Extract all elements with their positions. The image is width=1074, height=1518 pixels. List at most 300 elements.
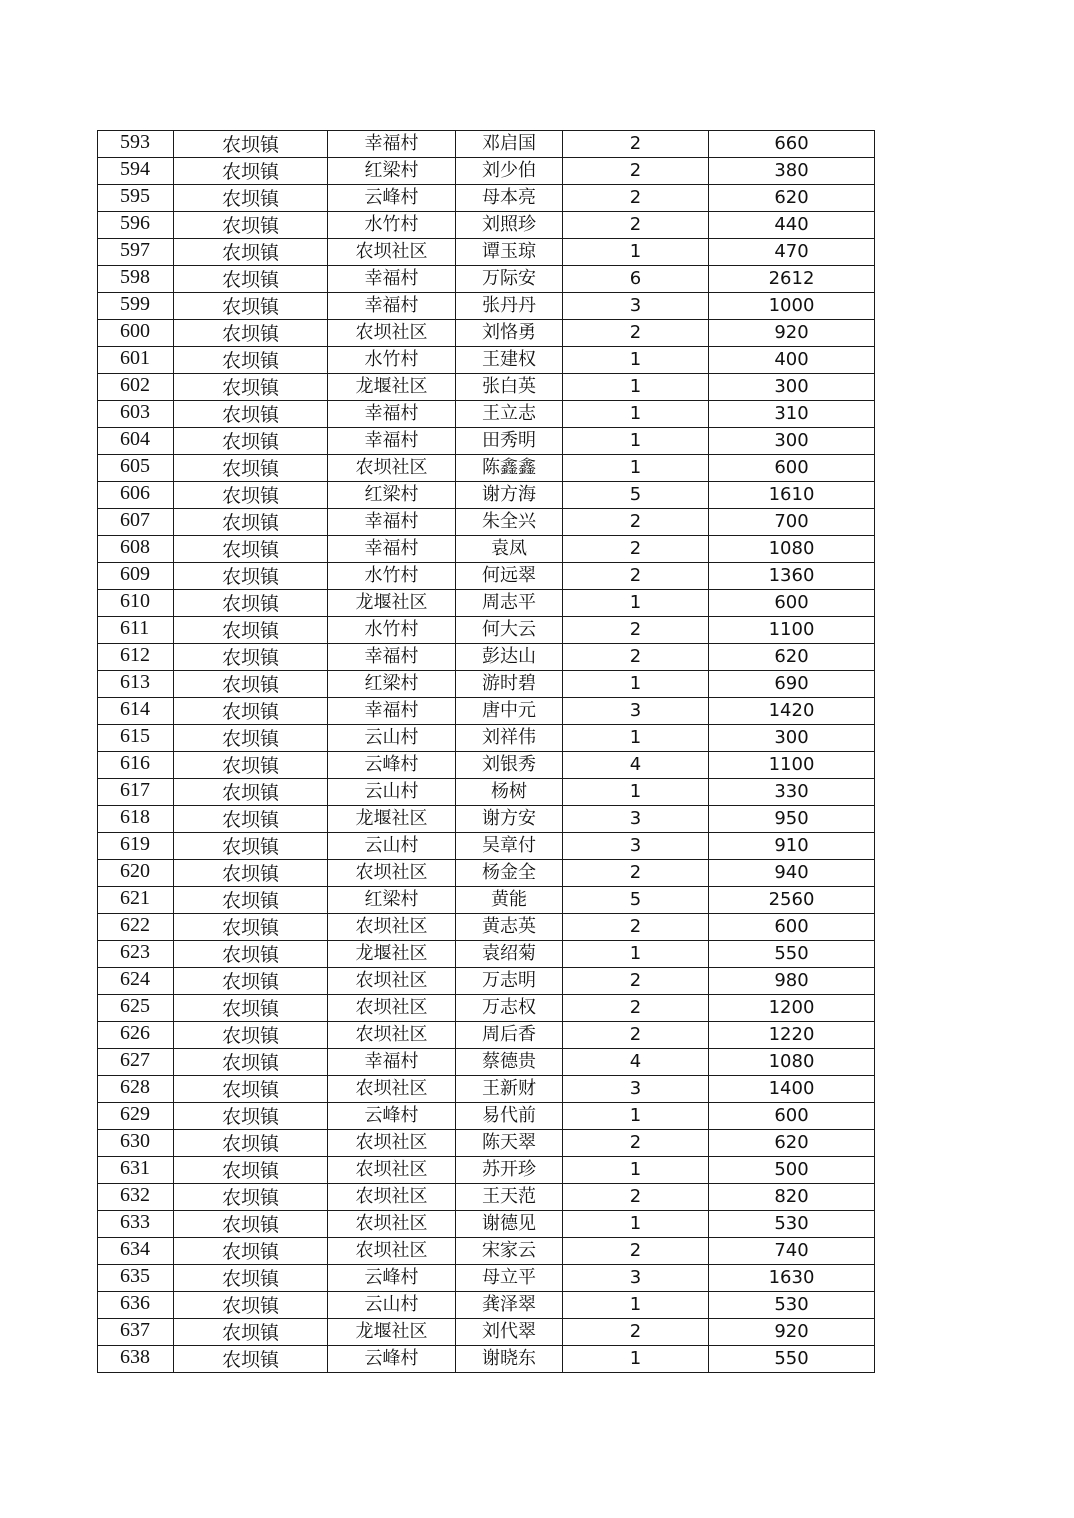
cell-village: 云山村	[328, 1292, 456, 1319]
cell-town: 农坝镇	[174, 1346, 328, 1373]
cell-serial-number: 625	[98, 995, 174, 1022]
table-row	[98, 779, 875, 806]
cell-town: 农坝镇	[174, 1049, 328, 1076]
cell-household-size: 2	[563, 563, 709, 590]
table-row	[98, 1022, 875, 1049]
cell-household-size: 2	[563, 1130, 709, 1157]
cell-town: 农坝镇	[174, 698, 328, 725]
cell-serial-number: 618	[98, 806, 174, 833]
cell-household-size: 1	[563, 1211, 709, 1238]
cell-household-size: 3	[563, 1265, 709, 1292]
table-row	[98, 1130, 875, 1157]
cell-name: 杨金全	[456, 860, 563, 887]
cell-household-size: 1	[563, 347, 709, 374]
cell-name: 田秀明	[456, 428, 563, 455]
table-row	[98, 1157, 875, 1184]
cell-serial-number: 596	[98, 212, 174, 239]
cell-household-size: 2	[563, 158, 709, 185]
cell-village: 农坝社区	[328, 1157, 456, 1184]
cell-amount: 300	[709, 428, 875, 455]
cell-village: 幸福村	[328, 536, 456, 563]
table-row	[98, 968, 875, 995]
cell-town: 农坝镇	[174, 1238, 328, 1265]
table-row	[98, 806, 875, 833]
cell-name: 刘照珍	[456, 212, 563, 239]
cell-town: 农坝镇	[174, 1265, 328, 1292]
cell-amount: 1000	[709, 293, 875, 320]
cell-household-size: 3	[563, 833, 709, 860]
cell-household-size: 1	[563, 671, 709, 698]
cell-household-size: 2	[563, 1022, 709, 1049]
cell-serial-number: 604	[98, 428, 174, 455]
cell-village: 农坝社区	[328, 1076, 456, 1103]
cell-name: 万志权	[456, 995, 563, 1022]
cell-village: 龙堰社区	[328, 374, 456, 401]
cell-amount: 310	[709, 401, 875, 428]
cell-serial-number: 609	[98, 563, 174, 590]
cell-amount: 920	[709, 320, 875, 347]
cell-amount: 500	[709, 1157, 875, 1184]
cell-name: 谢德见	[456, 1211, 563, 1238]
cell-town: 农坝镇	[174, 671, 328, 698]
cell-village: 幸福村	[328, 131, 456, 158]
cell-amount: 1200	[709, 995, 875, 1022]
cell-serial-number: 613	[98, 671, 174, 698]
cell-amount: 380	[709, 158, 875, 185]
cell-village: 农坝社区	[328, 860, 456, 887]
cell-name: 母立平	[456, 1265, 563, 1292]
cell-household-size: 2	[563, 131, 709, 158]
cell-town: 农坝镇	[174, 185, 328, 212]
cell-amount: 330	[709, 779, 875, 806]
cell-serial-number: 598	[98, 266, 174, 293]
cell-amount: 2612	[709, 266, 875, 293]
cell-amount: 1100	[709, 752, 875, 779]
cell-village: 龙堰社区	[328, 1319, 456, 1346]
cell-serial-number: 617	[98, 779, 174, 806]
cell-town: 农坝镇	[174, 455, 328, 482]
cell-name: 刘祥伟	[456, 725, 563, 752]
cell-household-size: 2	[563, 617, 709, 644]
cell-serial-number: 593	[98, 131, 174, 158]
cell-town: 农坝镇	[174, 1184, 328, 1211]
table-row	[98, 347, 875, 374]
cell-serial-number: 608	[98, 536, 174, 563]
cell-serial-number: 632	[98, 1184, 174, 1211]
cell-village: 云峰村	[328, 1103, 456, 1130]
cell-amount: 1610	[709, 482, 875, 509]
cell-serial-number: 629	[98, 1103, 174, 1130]
cell-household-size: 2	[563, 185, 709, 212]
cell-serial-number: 605	[98, 455, 174, 482]
cell-serial-number: 606	[98, 482, 174, 509]
cell-village: 农坝社区	[328, 1184, 456, 1211]
cell-household-size: 2	[563, 536, 709, 563]
cell-serial-number: 600	[98, 320, 174, 347]
table-row	[98, 536, 875, 563]
cell-amount: 1400	[709, 1076, 875, 1103]
cell-amount: 1080	[709, 1049, 875, 1076]
table-row	[98, 590, 875, 617]
cell-village: 水竹村	[328, 212, 456, 239]
cell-name: 黄能	[456, 887, 563, 914]
cell-name: 杨树	[456, 779, 563, 806]
cell-serial-number: 612	[98, 644, 174, 671]
cell-town: 农坝镇	[174, 968, 328, 995]
table-row	[98, 428, 875, 455]
cell-amount: 470	[709, 239, 875, 266]
cell-serial-number: 619	[98, 833, 174, 860]
cell-household-size: 2	[563, 320, 709, 347]
cell-serial-number: 610	[98, 590, 174, 617]
cell-name: 刘恪勇	[456, 320, 563, 347]
cell-town: 农坝镇	[174, 590, 328, 617]
cell-town: 农坝镇	[174, 374, 328, 401]
cell-amount: 600	[709, 1103, 875, 1130]
table-row	[98, 671, 875, 698]
cell-amount: 1420	[709, 698, 875, 725]
cell-amount: 530	[709, 1211, 875, 1238]
cell-name: 苏开珍	[456, 1157, 563, 1184]
cell-name: 黄志英	[456, 914, 563, 941]
cell-amount: 600	[709, 455, 875, 482]
cell-household-size: 5	[563, 887, 709, 914]
cell-village: 幸福村	[328, 428, 456, 455]
cell-name: 宋家云	[456, 1238, 563, 1265]
cell-household-size: 1	[563, 428, 709, 455]
table-row	[98, 563, 875, 590]
cell-serial-number: 607	[98, 509, 174, 536]
table-row	[98, 914, 875, 941]
cell-serial-number: 631	[98, 1157, 174, 1184]
table-row	[98, 455, 875, 482]
cell-village: 农坝社区	[328, 995, 456, 1022]
cell-town: 农坝镇	[174, 536, 328, 563]
cell-town: 农坝镇	[174, 860, 328, 887]
cell-household-size: 1	[563, 401, 709, 428]
cell-name: 袁绍菊	[456, 941, 563, 968]
cell-town: 农坝镇	[174, 1211, 328, 1238]
table-row	[98, 401, 875, 428]
cell-serial-number: 595	[98, 185, 174, 212]
table-row	[98, 1076, 875, 1103]
table-row	[98, 1103, 875, 1130]
cell-serial-number: 603	[98, 401, 174, 428]
cell-serial-number: 594	[98, 158, 174, 185]
cell-amount: 600	[709, 914, 875, 941]
cell-household-size: 2	[563, 1238, 709, 1265]
table-row	[98, 1211, 875, 1238]
cell-name: 蔡德贵	[456, 1049, 563, 1076]
cell-household-size: 3	[563, 293, 709, 320]
cell-name: 谭玉琼	[456, 239, 563, 266]
cell-serial-number: 638	[98, 1346, 174, 1373]
cell-village: 农坝社区	[328, 320, 456, 347]
cell-amount: 690	[709, 671, 875, 698]
cell-village: 云峰村	[328, 1265, 456, 1292]
cell-household-size: 1	[563, 1157, 709, 1184]
cell-amount: 940	[709, 860, 875, 887]
cell-town: 农坝镇	[174, 1157, 328, 1184]
cell-serial-number: 637	[98, 1319, 174, 1346]
cell-household-size: 4	[563, 1049, 709, 1076]
cell-household-size: 3	[563, 698, 709, 725]
cell-village: 龙堰社区	[328, 941, 456, 968]
table-row	[98, 1184, 875, 1211]
cell-household-size: 1	[563, 1346, 709, 1373]
cell-name: 万志明	[456, 968, 563, 995]
cell-serial-number: 634	[98, 1238, 174, 1265]
cell-amount: 300	[709, 374, 875, 401]
cell-village: 幸福村	[328, 266, 456, 293]
cell-village: 农坝社区	[328, 968, 456, 995]
cell-name: 陈天翠	[456, 1130, 563, 1157]
cell-name: 谢方海	[456, 482, 563, 509]
cell-amount: 1080	[709, 536, 875, 563]
cell-household-size: 3	[563, 806, 709, 833]
table-row	[98, 1049, 875, 1076]
table-row	[98, 266, 875, 293]
cell-serial-number: 627	[98, 1049, 174, 1076]
table-row	[98, 212, 875, 239]
cell-town: 农坝镇	[174, 347, 328, 374]
cell-household-size: 2	[563, 1184, 709, 1211]
cell-name: 周志平	[456, 590, 563, 617]
cell-household-size: 5	[563, 482, 709, 509]
table-row	[98, 698, 875, 725]
cell-amount: 2560	[709, 887, 875, 914]
table-row	[98, 131, 875, 158]
cell-household-size: 2	[563, 914, 709, 941]
cell-household-size: 4	[563, 752, 709, 779]
cell-household-size: 6	[563, 266, 709, 293]
cell-amount: 620	[709, 1130, 875, 1157]
cell-serial-number: 635	[98, 1265, 174, 1292]
cell-serial-number: 624	[98, 968, 174, 995]
cell-amount: 1220	[709, 1022, 875, 1049]
cell-amount: 400	[709, 347, 875, 374]
table-body	[98, 131, 875, 1373]
cell-name: 王立志	[456, 401, 563, 428]
cell-name: 唐中元	[456, 698, 563, 725]
cell-town: 农坝镇	[174, 995, 328, 1022]
cell-village: 水竹村	[328, 563, 456, 590]
cell-village: 农坝社区	[328, 914, 456, 941]
table-row	[98, 644, 875, 671]
cell-town: 农坝镇	[174, 158, 328, 185]
cell-serial-number: 615	[98, 725, 174, 752]
cell-serial-number: 599	[98, 293, 174, 320]
cell-town: 农坝镇	[174, 293, 328, 320]
cell-village: 农坝社区	[328, 1238, 456, 1265]
table-row	[98, 752, 875, 779]
cell-amount: 620	[709, 644, 875, 671]
cell-serial-number: 616	[98, 752, 174, 779]
cell-town: 农坝镇	[174, 212, 328, 239]
cell-household-size: 1	[563, 455, 709, 482]
table-row	[98, 293, 875, 320]
cell-serial-number: 626	[98, 1022, 174, 1049]
cell-town: 农坝镇	[174, 941, 328, 968]
cell-village: 农坝社区	[328, 1130, 456, 1157]
cell-town: 农坝镇	[174, 1292, 328, 1319]
cell-name: 易代前	[456, 1103, 563, 1130]
cell-household-size: 2	[563, 212, 709, 239]
cell-serial-number: 602	[98, 374, 174, 401]
cell-household-size: 3	[563, 1076, 709, 1103]
cell-village: 幸福村	[328, 1049, 456, 1076]
cell-town: 农坝镇	[174, 644, 328, 671]
cell-village: 云山村	[328, 779, 456, 806]
table-row	[98, 1346, 875, 1373]
cell-name: 王天范	[456, 1184, 563, 1211]
table-row	[98, 1265, 875, 1292]
cell-village: 云峰村	[328, 752, 456, 779]
cell-name: 游时碧	[456, 671, 563, 698]
cell-town: 农坝镇	[174, 887, 328, 914]
cell-serial-number: 597	[98, 239, 174, 266]
cell-amount: 600	[709, 590, 875, 617]
cell-household-size: 1	[563, 1292, 709, 1319]
cell-town: 农坝镇	[174, 1130, 328, 1157]
cell-town: 农坝镇	[174, 1103, 328, 1130]
cell-household-size: 1	[563, 725, 709, 752]
table-row	[98, 1238, 875, 1265]
cell-name: 何大云	[456, 617, 563, 644]
cell-name: 彭达山	[456, 644, 563, 671]
cell-village: 红梁村	[328, 671, 456, 698]
cell-serial-number: 611	[98, 617, 174, 644]
table-row	[98, 158, 875, 185]
cell-amount: 1630	[709, 1265, 875, 1292]
cell-serial-number: 636	[98, 1292, 174, 1319]
cell-name: 朱全兴	[456, 509, 563, 536]
cell-village: 幸福村	[328, 293, 456, 320]
data-table	[97, 130, 875, 1373]
cell-village: 水竹村	[328, 347, 456, 374]
cell-amount: 920	[709, 1319, 875, 1346]
cell-village: 农坝社区	[328, 239, 456, 266]
table-row	[98, 1292, 875, 1319]
cell-town: 农坝镇	[174, 266, 328, 293]
cell-town: 农坝镇	[174, 1022, 328, 1049]
cell-household-size: 1	[563, 779, 709, 806]
table-row	[98, 482, 875, 509]
table-row	[98, 509, 875, 536]
cell-household-size: 1	[563, 239, 709, 266]
cell-household-size: 1	[563, 374, 709, 401]
cell-town: 农坝镇	[174, 617, 328, 644]
cell-serial-number: 620	[98, 860, 174, 887]
cell-town: 农坝镇	[174, 806, 328, 833]
cell-amount: 820	[709, 1184, 875, 1211]
cell-village: 红梁村	[328, 482, 456, 509]
cell-town: 农坝镇	[174, 131, 328, 158]
cell-household-size: 2	[563, 509, 709, 536]
cell-name: 邓启国	[456, 131, 563, 158]
cell-town: 农坝镇	[174, 1076, 328, 1103]
cell-serial-number: 601	[98, 347, 174, 374]
cell-village: 云峰村	[328, 1346, 456, 1373]
cell-name: 母本亮	[456, 185, 563, 212]
cell-household-size: 2	[563, 968, 709, 995]
cell-serial-number: 633	[98, 1211, 174, 1238]
cell-town: 农坝镇	[174, 509, 328, 536]
cell-amount: 550	[709, 941, 875, 968]
cell-name: 陈鑫鑫	[456, 455, 563, 482]
cell-village: 幸福村	[328, 644, 456, 671]
cell-village: 红梁村	[328, 887, 456, 914]
cell-name: 龚泽翠	[456, 1292, 563, 1319]
cell-name: 谢方安	[456, 806, 563, 833]
cell-village: 农坝社区	[328, 1022, 456, 1049]
table-row	[98, 887, 875, 914]
cell-name: 张丹丹	[456, 293, 563, 320]
cell-name: 何远翠	[456, 563, 563, 590]
cell-household-size: 1	[563, 590, 709, 617]
cell-amount: 300	[709, 725, 875, 752]
cell-amount: 950	[709, 806, 875, 833]
table-row	[98, 1319, 875, 1346]
cell-name: 万际安	[456, 266, 563, 293]
cell-town: 农坝镇	[174, 833, 328, 860]
table-row	[98, 833, 875, 860]
cell-serial-number: 622	[98, 914, 174, 941]
table-row	[98, 617, 875, 644]
cell-household-size: 1	[563, 1103, 709, 1130]
cell-name: 袁凤	[456, 536, 563, 563]
cell-amount: 620	[709, 185, 875, 212]
cell-serial-number: 614	[98, 698, 174, 725]
cell-village: 云山村	[328, 725, 456, 752]
cell-amount: 1100	[709, 617, 875, 644]
cell-household-size: 2	[563, 860, 709, 887]
cell-village: 水竹村	[328, 617, 456, 644]
cell-town: 农坝镇	[174, 401, 328, 428]
cell-serial-number: 621	[98, 887, 174, 914]
cell-town: 农坝镇	[174, 428, 328, 455]
cell-amount: 700	[709, 509, 875, 536]
cell-name: 刘少伯	[456, 158, 563, 185]
table-row	[98, 860, 875, 887]
cell-serial-number: 628	[98, 1076, 174, 1103]
cell-village: 农坝社区	[328, 1211, 456, 1238]
cell-village: 龙堰社区	[328, 806, 456, 833]
cell-town: 农坝镇	[174, 239, 328, 266]
table-row	[98, 374, 875, 401]
cell-household-size: 2	[563, 644, 709, 671]
cell-amount: 660	[709, 131, 875, 158]
cell-amount: 740	[709, 1238, 875, 1265]
cell-name: 张白英	[456, 374, 563, 401]
table-row	[98, 941, 875, 968]
table-row	[98, 320, 875, 347]
table-row	[98, 239, 875, 266]
cell-village: 龙堰社区	[328, 590, 456, 617]
cell-name: 刘银秀	[456, 752, 563, 779]
cell-town: 农坝镇	[174, 320, 328, 347]
cell-town: 农坝镇	[174, 914, 328, 941]
cell-village: 云峰村	[328, 185, 456, 212]
cell-name: 王建权	[456, 347, 563, 374]
cell-village: 幸福村	[328, 698, 456, 725]
cell-serial-number: 630	[98, 1130, 174, 1157]
cell-amount: 530	[709, 1292, 875, 1319]
cell-town: 农坝镇	[174, 1319, 328, 1346]
cell-amount: 980	[709, 968, 875, 995]
cell-serial-number: 623	[98, 941, 174, 968]
cell-village: 幸福村	[328, 401, 456, 428]
